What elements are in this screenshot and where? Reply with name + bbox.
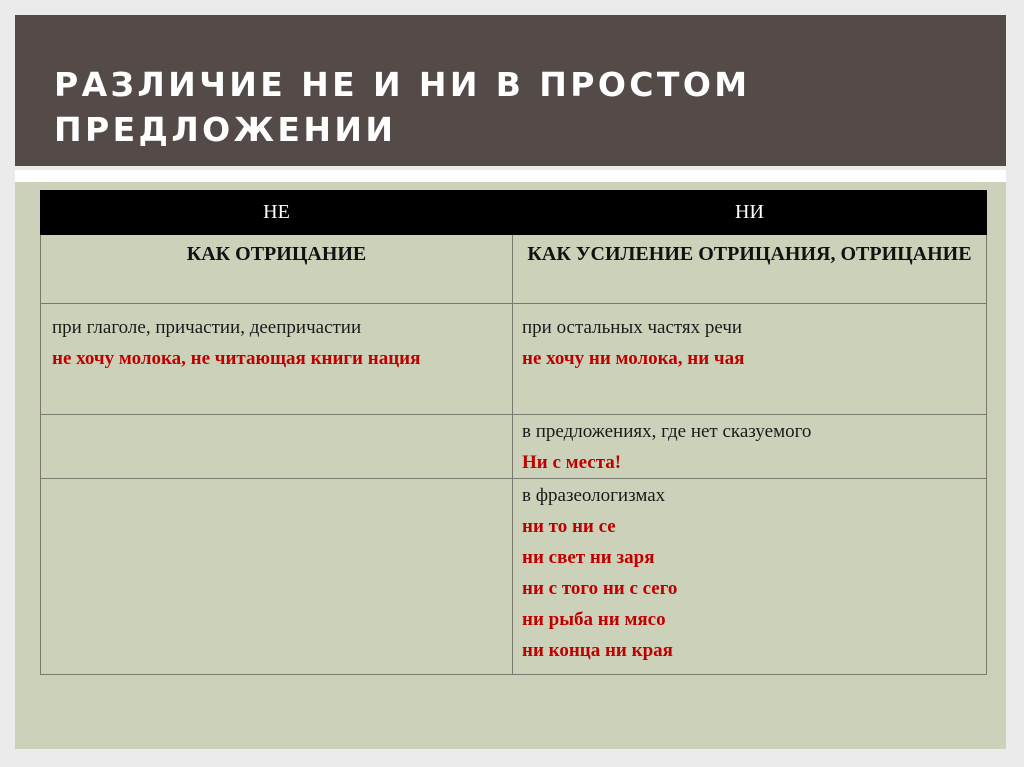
- title-divider-stripe: [15, 170, 1006, 182]
- table-cell-left: [41, 304, 513, 415]
- example-text: ни свет ни заря: [522, 547, 655, 568]
- example-text: ни то ни се: [522, 516, 616, 537]
- table-cell-right: [513, 415, 987, 479]
- table-cell-right: [513, 479, 987, 675]
- header-ne: НЕ: [41, 191, 513, 235]
- comparison-table: [40, 190, 987, 675]
- subheader-ne-cell: [41, 235, 513, 304]
- rule-text: в предложениях, где нет сказуемого: [522, 421, 812, 442]
- example-text: ни с того ни с сего: [522, 578, 678, 599]
- title-bar: [15, 15, 1006, 166]
- example-text: ни конца ни края: [522, 640, 673, 661]
- subheader-row: [41, 235, 987, 304]
- subheader-ni-cell: [513, 235, 987, 304]
- table-cell-right: [513, 304, 987, 415]
- table-row: [41, 415, 987, 479]
- table-cell-left-empty: [41, 415, 513, 479]
- rule-text: при остальных частях речи: [522, 317, 743, 338]
- header-ni: НИ: [513, 191, 987, 235]
- table-row: [41, 304, 987, 415]
- rule-text: в фразеологизмах: [522, 485, 666, 506]
- table-row: [41, 479, 987, 675]
- header-row: [41, 191, 987, 235]
- rule-text: при глаголе, причастии, деепричастии: [52, 317, 362, 338]
- subheader-ne: КАК ОТРИЦАНИЕ: [186, 243, 367, 265]
- slide-title: РАЗЛИЧИЕ НЕ И НИ В ПРОСТОМ ПРЕДЛОЖЕНИИ: [54, 65, 751, 149]
- table-cell-left-empty: [41, 479, 513, 675]
- example-text: ни рыба ни мясо: [522, 609, 666, 630]
- example-text: не хочу ни молока, ни чая: [522, 348, 745, 369]
- subheader-ni: КАК УСИЛЕНИЕ ОТРИЦАНИЯ, ОТРИЦАНИЕ: [527, 243, 972, 265]
- example-text: не хочу молока, не читающая книги нация: [52, 348, 421, 369]
- example-text: Ни с места!: [522, 452, 622, 473]
